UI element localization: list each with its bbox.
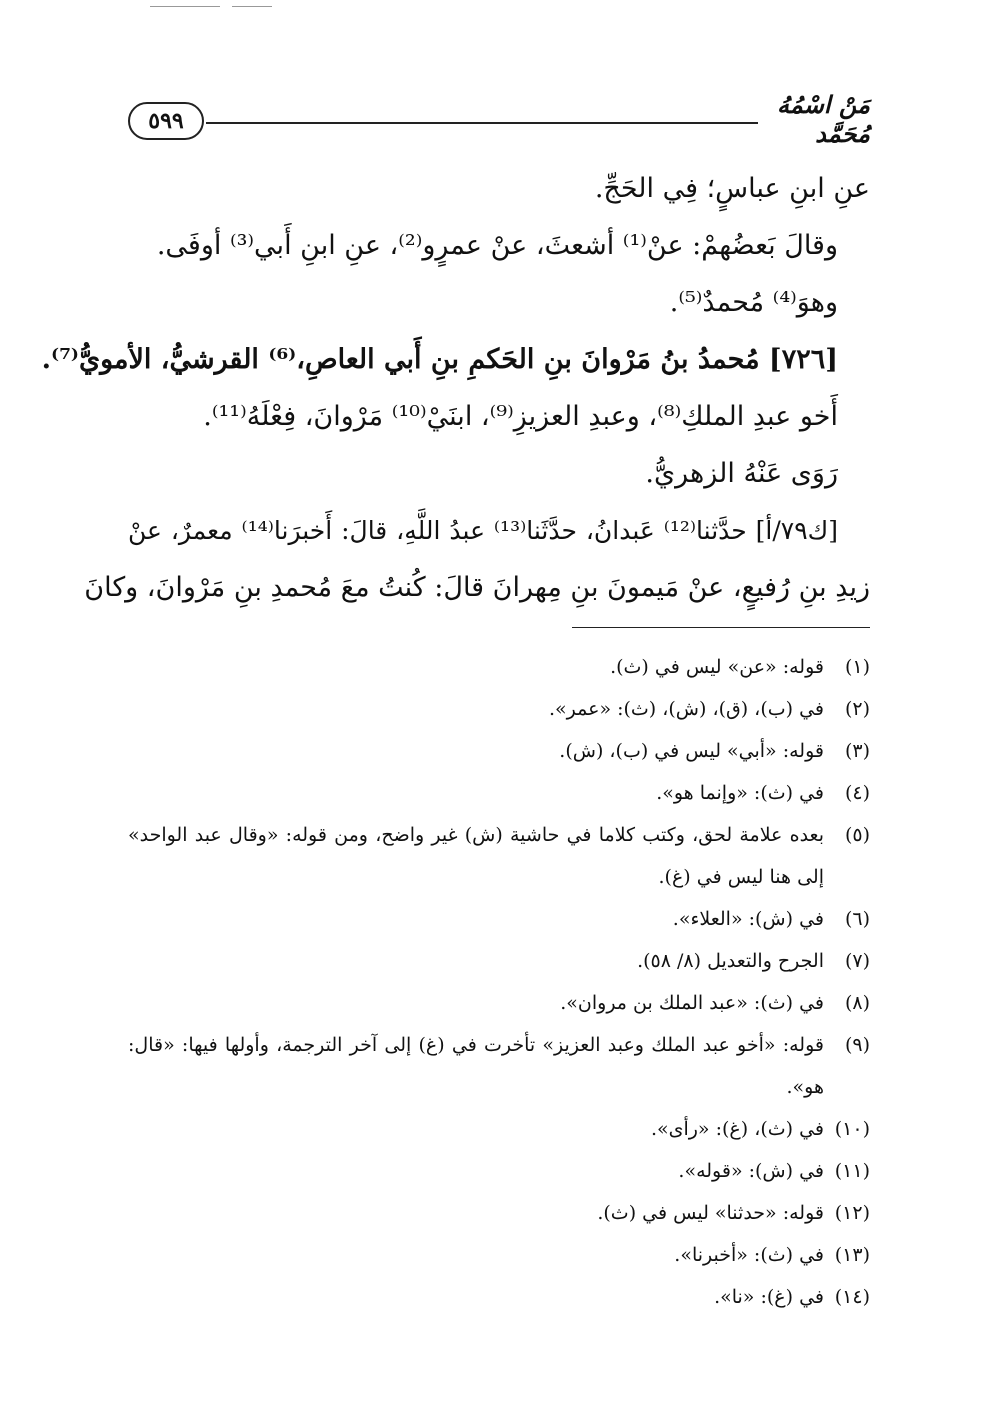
scan-artifact [150,6,220,7]
footnote [128,1150,870,1192]
footnote [128,1276,870,1318]
footnote [128,730,870,772]
entry-heading: [٧٢٦] مُحمدُ بنُ مَرْوانَ بنِ الحَكمِ بنِ أَبي العاصِ،⁽⁶⁾ القرشيُّ، الأمويُّ⁽⁷⁾. [41,344,838,375]
text-line: زيدِ بنِ رُفيعٍ، عنْ مَيمونَ بنِ مِهرانَ قالَ: كُنتُ معَ مُحمدِ بنِ مَرْوانَ، وكانَ [84,572,870,603]
footnote [128,898,870,940]
footnote [128,940,870,982]
footnote-number: (١٢) [834,1202,870,1224]
footnote [128,688,870,730]
footnote-text: قوله: «حدثنا» ليس في (ث). [597,1202,824,1224]
footnote-text: بعده علامة لحق، وكتب كلاما في حاشية (ش) غير واضح، ومن قوله: «وقال عبد الواحد» إلى هنا ليس في (غ). [128,824,824,888]
footnote [128,814,870,898]
footnote [128,1234,870,1276]
footnote-number: (١٣) [834,1244,870,1266]
footnote-number: (٧) [844,950,870,972]
text-line: عنِ ابنِ عباسٍ؛ فِي الحَجِّ. [594,173,870,204]
text-line: [ك٧٩/أ] حدَّثنا⁽¹²⁾ عَبدانُ، حدَّثَنا⁽¹³⁾ عبدُ اللَّهِ، قالَ: أَخبرَنا⁽¹⁴⁾ معمرٌ، عنْ [128,516,838,545]
footnote-number: (٢) [844,698,870,720]
footnote [128,1108,870,1150]
footnote-text: في (ش): «العلاء». [672,908,824,930]
footnote [128,772,870,814]
footnote [128,1024,870,1108]
footnote-number: (١٠) [834,1118,870,1140]
footnotes [128,646,870,1318]
footnote-number: (١) [844,656,870,678]
footnote-number: (٨) [844,992,870,1014]
footnote-text: في (ث): «أخبرنا». [674,1244,824,1266]
footnote-text: الجرح والتعديل (٨/ ٥٨). [637,950,824,972]
footnote-number: (٥) [844,824,870,846]
page-header [128,90,870,148]
footnote-text: قوله: «عن» ليس في (ث). [610,656,824,678]
header-rule [206,122,758,124]
footnote-text: في (ث)، (غ): «رأى». [650,1118,824,1140]
footnote-text: قوله: «أبي» ليس في (ب)، (ش). [559,740,824,762]
main-text [41,160,870,616]
footnote-number: (١١) [834,1160,870,1182]
page-number: ٥٩٩ [128,102,204,140]
footnote-number: (٦) [844,908,870,930]
text-line: أَخو عبدِ الملكِ⁽⁸⁾، وعبدِ العزيزِ⁽⁹⁾، ابنَيْ⁽¹⁰⁾ مَرْوانَ، فِعْلَهُ⁽¹¹⁾. [203,401,838,432]
footnote [128,646,870,688]
footnote-text: في (ش): «قوله». [678,1160,824,1182]
footnote-number: (٩) [844,1034,870,1056]
text-line: وهوَ⁽⁴⁾ مُحمدٌ⁽⁵⁾. [669,287,838,318]
text-line: وقالَ بَعضُهمْ: عنْ⁽¹⁾ أشعثَ، عنْ عمرٍو⁽²⁾، عنِ ابنِ أَبي⁽³⁾ أوفَى. [156,230,838,261]
text-line: رَوَى عَنْهُ الزهريُّ. [645,458,838,489]
footnote [128,1192,870,1234]
footnote-separator [572,627,870,628]
footnote-text: في (ث): «وإنما هو». [656,782,824,804]
footnote-number: (٣) [844,740,870,762]
scan-artifact [232,6,272,7]
footnote-number: (٤) [844,782,870,804]
footnote-number: (١٤) [834,1286,870,1308]
footnote-text: في (ث): «عبد الملك بن مروان». [560,992,824,1014]
footnote-text: في (غ): «نا». [714,1286,824,1308]
footnote [128,982,870,1024]
running-title: مَنْ اسْمُهُ مُحَمَّد [777,90,870,148]
footnote-text: قوله: «أخو عبد الملك وعبد العزيز» تأخرت في (غ) إلى آخر الترجمة، وأولها فيها: «قال: هو». [128,1034,824,1098]
footnote-text: في (ب)، (ق)، (ش)، (ث): «عمر». [548,698,824,720]
